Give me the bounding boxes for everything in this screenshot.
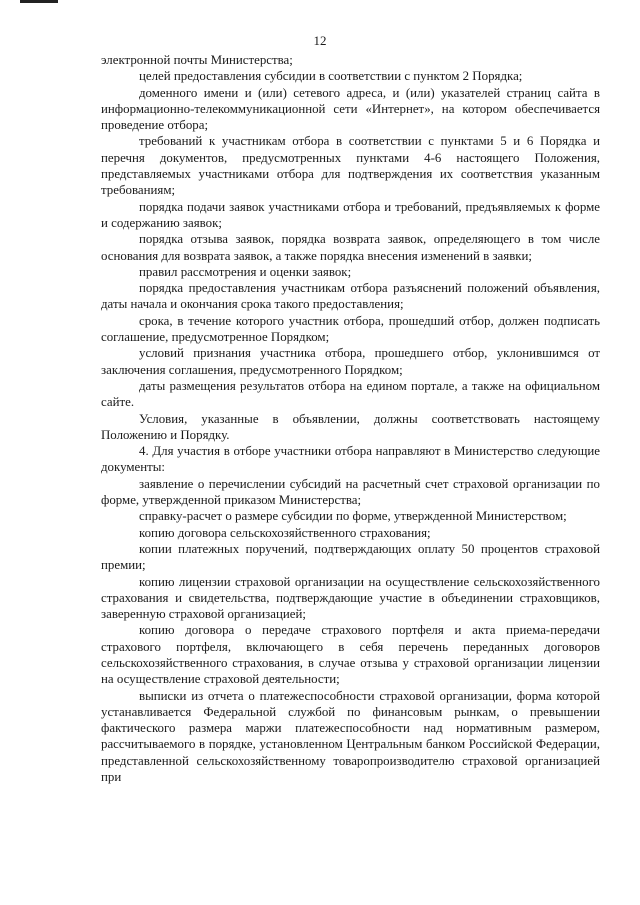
paragraph: доменного имени и (или) сетевого адреса, и (или) указателей страниц сайта в информационно-телекоммуникационной сети «Интернет», на котором обеспечивается проведение отбора; (101, 85, 600, 133)
paragraph: даты размещения результатов отбора на едином портале, а также на официальном сайте. (101, 378, 600, 410)
paragraph: порядка предоставления участникам отбора разъяснений положений объявления, даты начала и окончания срока такого предоставления; (101, 281, 600, 312)
body-text (101, 52, 600, 785)
paragraph: порядка подачи заявок участниками отбора и требований, предъявляемых к форме и содержанию заявок; (101, 199, 600, 230)
paragraph: условий признания участника отбора, прошедшего отбор, уклонившимся от заключения соглашения, предусмотренного Порядком; (101, 346, 600, 377)
paragraph: 4. Для участия в отборе участники отбора направляют в Министерство следующие документы: (101, 444, 600, 475)
paragraph: заявление о перечислении субсидий на расчетный счет страховой организации по форме, утвержденной приказом Министерства; (101, 476, 600, 508)
scan-corner-mark (20, 0, 58, 3)
paragraph: требований к участникам отбора в соответствии с пунктами 5 и 6 Порядка и перечня документов, предусмотренных пунктами 4-6 настоящего Положения, представляемых участниками отбора для подтверждения их соответствия указанным требованиям; (101, 134, 600, 198)
paragraph: порядка отзыва заявок, порядка возврата заявок, определяющего в том числе основания для возврата заявок, а также порядка внесения изменений в заявки; (101, 232, 600, 263)
paragraph: целей предоставления субсидии в соответствии с пунктом 2 Порядка; (139, 69, 523, 84)
paragraph: копию договора сельскохозяйственного страхования; (139, 525, 431, 540)
paragraph: выписки из отчета о платежеспособности страховой организации, форма которой устанавливается Федеральной службой по финансовым рынкам, о превышении фактического размера маржи платежеспособности над нормативным размером, рассчитываемого в порядке, установленном Центральным банком Российской Федерации, представленной сельскохозяйственному товаропроизводителю страховой организацией при (101, 688, 600, 785)
paragraph: электронной почты Министерства; (101, 53, 293, 67)
paragraph: копии платежных поручений, подтверждающих оплату 50 процентов страховой премии; (101, 541, 600, 573)
paragraph: справку-расчет о размере субсидии по форме, утвержденной Министерством; (139, 509, 567, 524)
paragraph: копию лицензии страховой организации на осуществление сельскохозяйственного страхования и свидетельства, подтверждающие участие в объединении страховщиков, заверенную страховой организацией; (101, 574, 600, 622)
paragraph: Условия, указанные в объявлении, должны соответствовать настоящему Положению и Порядку. (101, 411, 600, 442)
paragraph: правил рассмотрения и оценки заявок; (139, 264, 352, 279)
page-number: 12 (313, 33, 327, 48)
paragraph: срока, в течение которого участник отбора, прошедший отбор, должен подписать соглашение, предусмотренное Порядком; (101, 313, 600, 345)
paragraph: копию договора о передаче страхового портфеля и акта приема-передачи страхового портфеля, включающего в себя перечень переданных договоров сельскохозяйственного страхования, в случае отзыва у страховой организации лицензии на осуществление страховой деятельности; (101, 623, 600, 687)
